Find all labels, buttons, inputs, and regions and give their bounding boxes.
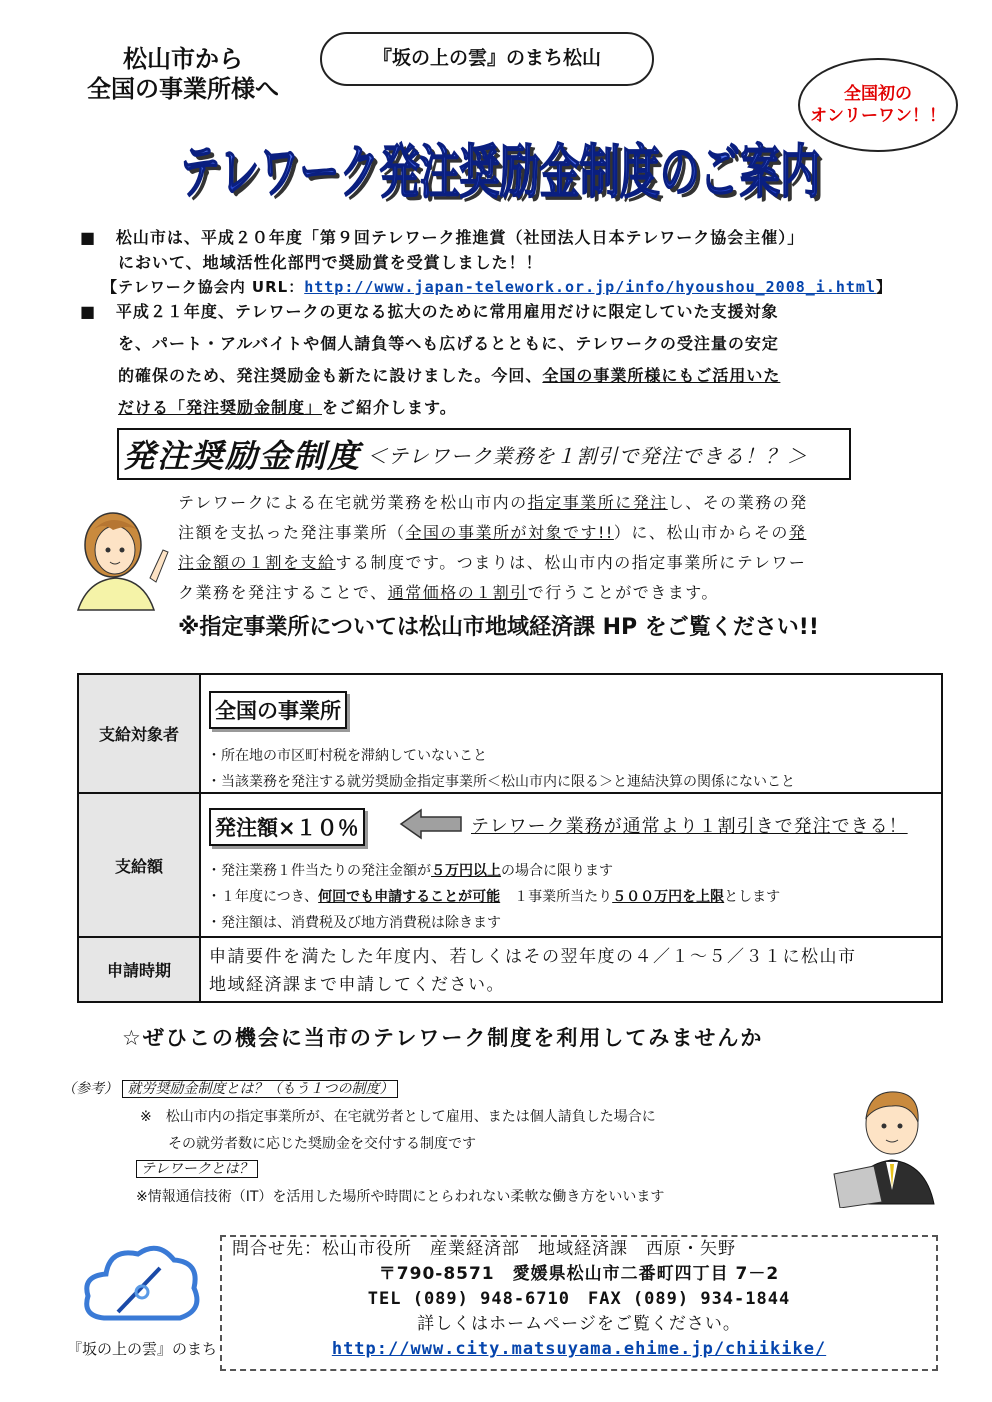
arrow-left-icon — [399, 808, 463, 840]
desc-l1b: 指定事業所に発注 — [527, 493, 668, 512]
intro-b2-line4b: をご紹介します。 — [322, 398, 457, 417]
desc-l3a: 注金額の１割を支給 — [178, 553, 336, 572]
desc-line-3 — [178, 548, 898, 578]
row-head-period: 申請時期 — [79, 938, 201, 1001]
desc-l2a: 注額を支払った発注事業所（ — [178, 523, 406, 542]
city-homepage-link[interactable]: http://www.city.matsuyama.ehime.jp/chiikike/ — [331, 1339, 827, 1359]
intro-b1-line2: において、地域活性化部門で奨励賞を受賞しました！！ — [118, 253, 543, 272]
eligible-item-2: ・当該業務を発注する就労奨励金指定事業所＜松山市内に限る＞と連結決算の関係にないこと — [207, 774, 795, 790]
eligible-label: 全国の事業所 — [209, 691, 347, 729]
system-title-box — [117, 428, 851, 480]
man-laptop-illustration — [830, 1078, 950, 1208]
badge-line-1: 全国初の — [844, 84, 912, 104]
row-head-amount: 支給額 — [79, 794, 201, 936]
system-subtitle: ＜テレワーク業務を１割引で発注できる！？＞ — [367, 443, 808, 468]
amount-item-1a: ・発注業務１件当たりの発注金額が — [207, 863, 431, 879]
table-row-period — [79, 938, 941, 1001]
amount-item-2b: 何回でも申請することが可能 — [318, 889, 501, 905]
from-line-1: 松山市から — [123, 45, 243, 73]
desc-l2c: ）に、松山市からその — [613, 523, 789, 542]
table-row-eligible — [79, 675, 941, 794]
amount-item-1c: の場合に限ります — [501, 863, 613, 879]
designated-office-note: ※指定事業所については松山市地域経済課 HP をご覧ください!! — [178, 615, 819, 640]
bullet-square-icon: ■ — [80, 228, 97, 247]
system-description — [178, 488, 898, 608]
desc-l4c: で行うことができます。 — [527, 583, 719, 602]
desc-l4a: ク業務を発注することで、 — [178, 583, 388, 602]
main-title — [150, 108, 850, 218]
system-title: 発注奨励金制度 — [123, 437, 362, 475]
amount-item-2 — [207, 886, 780, 906]
desc-l2d: 発 — [788, 523, 807, 542]
intro-b2-line1: 平成２１年度、テレワークの更なる拡大のために常用雇用だけに限定していた支援対象 — [115, 302, 779, 321]
reference-answer-2: ※情報通信技術（IT）を活用した場所や時間にとらわれない柔軟な働き方をいいます — [136, 1189, 665, 1205]
contact-line-3: TEL (089) 948-6710 FAX (089) 934-1844 — [367, 1289, 791, 1309]
city-cloud-logo — [78, 1238, 206, 1338]
telework-assoc-link[interactable]: http://www.japan-telework.or.jp/info/hyoushou_2008_i.html — [304, 278, 876, 296]
call-to-action: ☆ぜひこの機会に当市のテレワーク制度を利用してみませんか — [122, 1026, 764, 1050]
desc-l4b: 通常価格の１割引 — [387, 583, 528, 602]
reference-q2: テレワークとは？ — [136, 1160, 258, 1178]
desc-line-4 — [178, 578, 898, 608]
desc-line-2 — [178, 518, 898, 548]
intro-b2-line2: を、パート・アルバイトや個人請負等へも広げるとともに、テレワークの受注量の安定 — [118, 334, 779, 353]
url-prefix: 【テレワーク協会内 URL： — [102, 278, 305, 296]
bullet-square-icon: ■ — [80, 302, 97, 321]
desc-line-1 — [178, 488, 898, 518]
amount-item-1 — [207, 860, 613, 880]
ref-a1-line1: ※ 松山市内の指定事業所が、在宅就労者として雇用、または個人請負した場合に — [140, 1109, 656, 1125]
badge-line-2: オンリーワン！！ — [810, 106, 946, 126]
desc-l1a: テレワークによる在宅就労業務を松山市内の — [178, 493, 528, 512]
desc-l2b: 全国の事業所が対象です!! — [405, 523, 614, 542]
contact-line-4: 詳しくはホームページをご覧ください。 — [417, 1314, 741, 1334]
info-table — [77, 673, 943, 1003]
ref-a1-line2: その就労者数に応じた奨励金を交付する制度です — [168, 1136, 476, 1152]
amount-item-2e: とします — [724, 889, 781, 905]
reference-q1: 就労奨励金制度とは？（もう１つの制度） — [122, 1080, 398, 1098]
intro-b2-line3b: 全国の事業所様にもご活用いた — [542, 366, 781, 385]
desc-l3b: する制度です。つまりは、松山市内の指定事業所にテレワー — [335, 553, 807, 572]
eligible-item-1: ・所在地の市区町村税を滞納していないこと — [207, 748, 487, 764]
row-body-eligible — [201, 675, 941, 792]
logo-caption: 『坂の上の雲』のまち — [66, 1340, 217, 1358]
intro-b1-line1: 松山市は、平成２０年度「第９回テレワーク推進賞（社団法人日本テレワーク協会主催）」 — [115, 228, 805, 247]
contact-line-1: 問合せ先：松山市役所 産業経済部 地域経済課 西原・矢野 — [232, 1239, 736, 1259]
cloud-text: 『坂の上の雲』のまち松山 — [372, 47, 601, 69]
header-from — [78, 44, 288, 104]
row-body-period — [201, 938, 941, 1001]
period-line-2: 地域経済課まで申請してください。 — [209, 975, 505, 995]
contact-url-wrap — [222, 1337, 936, 1362]
from-line-2: 全国の事業所様へ — [87, 75, 279, 103]
intro-b2-line4 — [118, 392, 950, 424]
contact-box — [220, 1235, 938, 1371]
amount-label: 発注額×１０％ — [209, 808, 365, 846]
intro-b2-line3 — [118, 360, 950, 392]
amount-item-2a: ・１年度につき、 — [207, 889, 319, 905]
woman-pointing-illustration — [58, 500, 176, 622]
reference-answer-1 — [140, 1104, 656, 1158]
amount-item-2d: ５００万円を上限 — [612, 889, 725, 905]
main-title-text: テレワーク発注奨励金制度のご案内 — [180, 138, 820, 206]
desc-l1c: し、その業務の発 — [667, 493, 808, 512]
cloud-banner — [320, 32, 654, 86]
reference-prefix: （参考） — [62, 1081, 118, 1097]
amount-item-2c: １事業所当たり — [500, 889, 613, 905]
intro-b2-line4a: だける「発注奨励金制度」 — [118, 398, 323, 417]
amount-item-3: ・発注額は、消費税及び地方消費税は除きます — [207, 915, 501, 931]
intro-bullet-1 — [80, 222, 950, 303]
period-line-1: 申請要件を満たした年度内、若しくはその翌年度の４／１～５／３１に松山市 — [209, 947, 857, 967]
intro-b2-line3a: 的確保のため、発注奨励金も新たに設けました。今回、 — [118, 366, 543, 385]
main-title-shadow: テレワーク発注奨励金制度のご案内 — [184, 142, 824, 210]
amount-item-1b: ５万円以上 — [431, 863, 501, 879]
contact-line-2: 〒790-8571 愛媛県松山市二番町四丁目 7－2 — [378, 1264, 780, 1284]
table-row-amount — [79, 794, 941, 938]
url-suffix: 】 — [875, 278, 892, 296]
amount-arrow-text: テレワーク業務が通常より１割引きで発注できる！ — [471, 816, 908, 837]
intro-bullet-2 — [80, 296, 950, 424]
reference-q2-wrap — [136, 1158, 258, 1178]
row-body-amount — [201, 794, 941, 936]
reference-section — [62, 1078, 398, 1098]
row-head-eligible: 支給対象者 — [79, 675, 201, 792]
